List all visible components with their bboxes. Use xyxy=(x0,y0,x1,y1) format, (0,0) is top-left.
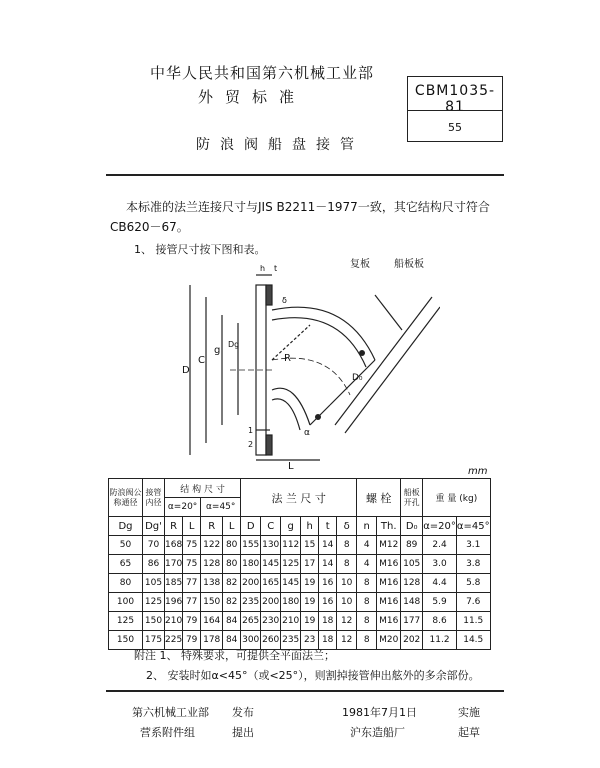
table-cell: 210 xyxy=(165,612,183,631)
spec-table xyxy=(108,478,491,650)
table-cell: 77 xyxy=(183,574,201,593)
footer-date-act: 实施 xyxy=(458,706,480,719)
paragraph-1-line-2: CB620－67。 xyxy=(110,220,189,234)
label-L: L xyxy=(288,461,294,470)
table-cell: 77 xyxy=(183,593,201,612)
table-cell: 75 xyxy=(183,536,201,555)
note-1: 附注 1、 特殊要求，可提供全平面法兰； xyxy=(134,649,335,662)
column-header: δ xyxy=(337,517,357,536)
th-a20: α=20° xyxy=(165,498,201,517)
column-header: n xyxy=(357,517,377,536)
pipe-inner-arc xyxy=(272,388,310,425)
footer-org-2: 营系附件组 xyxy=(140,726,195,739)
table-cell: 4 xyxy=(357,536,377,555)
table-cell: 260 xyxy=(261,631,281,650)
table-cell: 80 xyxy=(109,574,143,593)
doubler-plate xyxy=(375,295,402,330)
label-t: t xyxy=(274,264,278,273)
paragraph-2: 1、 接管尺寸按下图和表。 xyxy=(134,243,266,256)
table-cell: 5.8 xyxy=(456,574,490,593)
column-header: t xyxy=(319,517,337,536)
th-weight: 重 量 (kg) xyxy=(423,479,490,517)
table-header-row-1 xyxy=(109,479,491,498)
standard-type: 外贸标准 xyxy=(198,88,307,106)
footer-act-1: 发布 xyxy=(232,706,254,719)
label-g: g xyxy=(214,345,221,356)
table-cell: 105 xyxy=(401,555,423,574)
table-cell: 7.6 xyxy=(456,593,490,612)
column-header: Dg xyxy=(109,517,143,536)
table-cell: 17 xyxy=(301,555,319,574)
hull-plate xyxy=(335,297,432,425)
table-cell: 180 xyxy=(241,555,261,574)
column-header: D₀ xyxy=(401,517,423,536)
standard-code: CBM1035-81 xyxy=(414,83,496,115)
page-number: 55 xyxy=(448,121,462,134)
table-body xyxy=(109,536,491,650)
table-cell: 150 xyxy=(201,593,223,612)
table-cell: 19 xyxy=(301,574,319,593)
table-cell: 145 xyxy=(281,574,301,593)
table-cell: 168 xyxy=(165,536,183,555)
table-cell: 148 xyxy=(401,593,423,612)
column-header: R xyxy=(201,517,223,536)
table-cell: 225 xyxy=(165,631,183,650)
table-cell: 200 xyxy=(241,574,261,593)
table-row xyxy=(109,612,491,631)
table-cell: 82 xyxy=(223,574,241,593)
table-cell: 19 xyxy=(301,612,319,631)
table-cell: 125 xyxy=(109,612,143,631)
pipe-elbow-drawing xyxy=(170,255,440,470)
flange-bottom-hatch xyxy=(266,435,272,455)
ministry-header: 中华人民共和国第六机械工业部 xyxy=(150,64,375,82)
th-pipe-id: 接管内径 xyxy=(143,479,165,517)
table-cell: 10 xyxy=(337,593,357,612)
th-valve-dn: 防浪阀公称通径 xyxy=(109,479,143,517)
table-cell: 180 xyxy=(281,593,301,612)
table-cell: M16 xyxy=(377,612,401,631)
table-cell: 3.0 xyxy=(423,555,457,574)
label-Dg: Dg xyxy=(228,340,240,349)
table-cell: 2.4 xyxy=(423,536,457,555)
table-cell: 65 xyxy=(109,555,143,574)
table-cell: 19 xyxy=(301,593,319,612)
table-cell: 150 xyxy=(109,631,143,650)
label-delta: δ xyxy=(282,296,287,305)
table-cell: 50 xyxy=(109,536,143,555)
table-cell: 165 xyxy=(261,574,281,593)
label-R: R xyxy=(284,353,291,364)
table-cell: M16 xyxy=(377,574,401,593)
table-cell: 5.9 xyxy=(423,593,457,612)
footer-date: 1981年7月1日 xyxy=(342,706,417,719)
table-cell: 175 xyxy=(143,631,165,650)
table-cell: 12 xyxy=(337,612,357,631)
table-cell: 70 xyxy=(143,536,165,555)
table-cell: 235 xyxy=(241,593,261,612)
table-cell: 4.4 xyxy=(423,574,457,593)
table-cell: 150 xyxy=(143,612,165,631)
table-cell: 15 xyxy=(301,536,319,555)
table-cell: 8 xyxy=(357,631,377,650)
table-cell: 86 xyxy=(143,555,165,574)
table-cell: 164 xyxy=(201,612,223,631)
table-cell: 79 xyxy=(183,612,201,631)
column-header: α=45° xyxy=(456,517,490,536)
table-cell: 84 xyxy=(223,612,241,631)
table-row xyxy=(109,536,491,555)
table-cell: 177 xyxy=(401,612,423,631)
table-cell: 10 xyxy=(337,574,357,593)
table-cell: 14.5 xyxy=(456,631,490,650)
table-cell: 128 xyxy=(401,574,423,593)
table-cell: 3.8 xyxy=(456,555,490,574)
table-cell: 130 xyxy=(261,536,281,555)
table-cell: 89 xyxy=(401,536,423,555)
th-hull-hole: 船板开孔 xyxy=(401,479,423,517)
table-cell: 125 xyxy=(281,555,301,574)
label-Do: D₀ xyxy=(352,373,363,383)
column-header: R xyxy=(165,517,183,536)
table-row xyxy=(109,574,491,593)
table-cell: 3.1 xyxy=(456,536,490,555)
table-cell: 23 xyxy=(301,631,319,650)
table-cell: 14 xyxy=(319,536,337,555)
table-cell: M16 xyxy=(377,555,401,574)
table-cell: 11.2 xyxy=(423,631,457,650)
th-structure: 结 构 尺 寸 xyxy=(165,479,241,498)
top-rule xyxy=(106,174,504,176)
table-cell: 210 xyxy=(281,612,301,631)
table-cell: 8 xyxy=(357,574,377,593)
table-cell: 200 xyxy=(261,593,281,612)
table-cell: 8 xyxy=(357,612,377,631)
unit-label: mm xyxy=(468,466,488,477)
footer-org-1: 第六机械工业部 xyxy=(132,706,209,719)
label-2: 2 xyxy=(248,440,254,449)
table-cell: 8 xyxy=(337,555,357,574)
table-cell: 155 xyxy=(241,536,261,555)
table-cell: 8 xyxy=(357,593,377,612)
footer-act-2: 提出 xyxy=(232,726,254,739)
th-flange: 法 兰 尺 寸 xyxy=(241,479,357,517)
table-cell: 145 xyxy=(261,555,281,574)
column-header: C xyxy=(261,517,281,536)
column-header: g xyxy=(281,517,301,536)
table-cell: M12 xyxy=(377,536,401,555)
column-header: L xyxy=(223,517,241,536)
table-cell: 8 xyxy=(337,536,357,555)
label-chuanbanban: 船板板 xyxy=(394,259,424,270)
column-header: α=20° xyxy=(423,517,457,536)
table-cell: 12 xyxy=(337,631,357,650)
label-D: D xyxy=(182,365,190,376)
table-cell: 82 xyxy=(223,593,241,612)
table-cell: 138 xyxy=(201,574,223,593)
dim-R xyxy=(272,325,310,360)
table-cell: 178 xyxy=(201,631,223,650)
label-C: C xyxy=(198,355,205,366)
footer-org-3: 沪东造船厂 xyxy=(350,726,405,739)
table-cell: 16 xyxy=(319,574,337,593)
table-cell: 112 xyxy=(281,536,301,555)
table-cell: 75 xyxy=(183,555,201,574)
table-cell: 235 xyxy=(281,631,301,650)
table-cell: 122 xyxy=(201,536,223,555)
table-cell: M20 xyxy=(377,631,401,650)
table-cell: 16 xyxy=(319,593,337,612)
label-1: 1 xyxy=(248,426,254,435)
table-cell: 128 xyxy=(201,555,223,574)
column-header: L xyxy=(183,517,201,536)
standard-code-box xyxy=(407,76,503,142)
label-h: h xyxy=(260,264,266,273)
document-title: 防浪阀船盘接管 xyxy=(196,137,364,153)
code-box-divider xyxy=(408,110,502,111)
table-row xyxy=(109,593,491,612)
footer-act-3: 起草 xyxy=(458,726,480,739)
table-cell: 8.6 xyxy=(423,612,457,631)
table-cell: 84 xyxy=(223,631,241,650)
table-cell: 4 xyxy=(357,555,377,574)
flange-top-hatch xyxy=(266,285,272,305)
table-cell: 185 xyxy=(165,574,183,593)
table-cell: 196 xyxy=(165,593,183,612)
table-cell: 11.5 xyxy=(456,612,490,631)
table-cell: 170 xyxy=(165,555,183,574)
th-bolt: 螺 栓 xyxy=(357,479,401,517)
column-header: D xyxy=(241,517,261,536)
column-header: Dg' xyxy=(143,517,165,536)
table-row xyxy=(109,555,491,574)
table-cell: 18 xyxy=(319,631,337,650)
table-cell: 80 xyxy=(223,536,241,555)
table-cell: 300 xyxy=(241,631,261,650)
note-2: 2、 安装时如α<45°（或<25°），则割掉接管伸出舷外的多余部份。 xyxy=(146,669,480,682)
th-a45: α=45° xyxy=(201,498,241,517)
table-cell: 230 xyxy=(261,612,281,631)
label-fuban: 复板 xyxy=(350,259,370,270)
table-cell: 125 xyxy=(143,593,165,612)
column-header: Th. xyxy=(377,517,401,536)
table-cell: 14 xyxy=(319,555,337,574)
bottom-rule xyxy=(106,690,504,692)
table-column-row xyxy=(109,517,491,536)
table-cell: 100 xyxy=(109,593,143,612)
table-cell: 79 xyxy=(183,631,201,650)
paragraph-1-line-1: 本标准的法兰连接尺寸与JIS B2211－1977一致，其它结构尺寸符合 xyxy=(126,200,490,214)
column-header: h xyxy=(301,517,319,536)
table-cell: M16 xyxy=(377,593,401,612)
table-cell: 265 xyxy=(241,612,261,631)
table-cell: 202 xyxy=(401,631,423,650)
table-cell: 80 xyxy=(223,555,241,574)
table-cell: 105 xyxy=(143,574,165,593)
label-alpha: α xyxy=(304,428,310,438)
table-cell: 18 xyxy=(319,612,337,631)
